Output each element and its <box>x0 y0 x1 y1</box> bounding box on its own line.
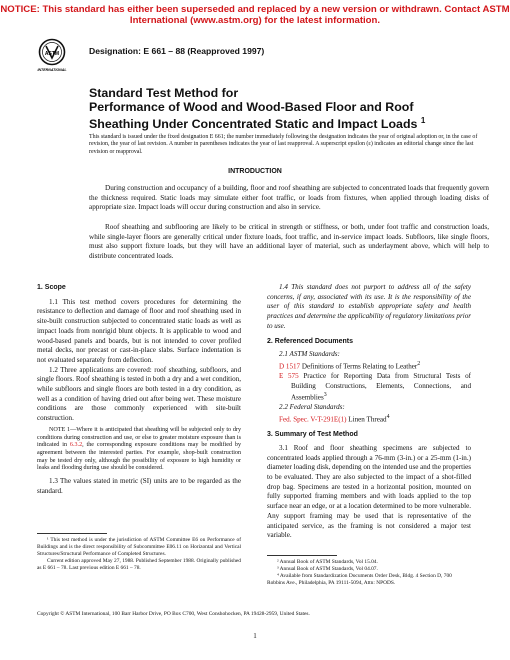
scope-1-1: 1.1 This test method covers procedures for determining the resistance to deflection and damage of floor and roof sheathing used in site-built construction subjected to concentrated static loads as well as impact loads from nonrigid blunt objects. It is applicable to wood and wood-based panels and boards, but is not intended to cover profiled metal decks, nor precast or cast-in-place slabs. Surface indentation is not evaluated separately from deflection. <box>37 297 241 364</box>
summary-heading: 3. Summary of Test Method <box>267 431 358 439</box>
title-line-2: Performance of Wood and Wood-Based Floor and Roof <box>89 100 414 114</box>
right-column <box>267 283 471 541</box>
e575-link[interactable]: E 575 <box>279 371 299 380</box>
designation: Designation: E 661 – 88 (Reapproved 1997) <box>89 46 265 56</box>
astm-standards-label: 2.1 ASTM Standards: <box>279 350 340 359</box>
fed-spec-link[interactable]: Fed. Spec. V-T-291E(1) <box>279 415 347 424</box>
scope-1-2: 1.2 Three applications are covered: roof sheathing, subfloors, and single floors. Roof sheathing is tested in both a dry and a wet condition, while subfloors and single floors are both tested in a dry condition, as well as a condition of having dried out after being wet. These moisture conditions are those commonly experienced with site-built construction. <box>37 365 241 423</box>
footnote-4: ⁴ Available from Standardization Documents Order Desk, Bldg. 4 Section D, 700 Robbins Ave., Philadelphia, PA 19111-5094, Attn: NPODS. <box>267 573 452 586</box>
ref-d1517: D 1517 Definitions of Terms Relating to Leather$^2$ <box>279 360 421 371</box>
scope-1-4: 1.4 This standard does not purport to address all of the safety concerns, if any, associated with its use. It is the responsibility of the user of this standard to establish appropriate safety and health practices and determine the applicability of regulatory limitations prior to use. <box>267 283 471 330</box>
footnote-3: ³ Annual Book of ASTM Standards, Vol 04.07. <box>277 566 378 572</box>
footnote-1: ¹ This test method is under the jurisdiction of ASTM Committee E6 on Performance of Buildings and is the direct responsibility of Subcommittee E06.11 on Horizontal and Vertical Structures/Structural Performance of Completed Structures. <box>37 537 241 557</box>
summary-3-1: 3.1 Roof and floor sheathing specimens are subjected to concentrated loads applied through a 76-mm (3-in.) or a 25-mm (1-in.) diameter loading disk, depending on the intended use and the properties to be evaluated. They are also subjected to the impact of a shot-filled drop bag. Specimens are tested in a horizontal position, mounted on fully supported framing members and with loads applied to the top surface near an edge, or at a location determined to be more vulnerable. Any support framing may be used that is representative of the anticipated service, as the framing is not considered a major test variable. <box>267 443 471 540</box>
svg-text:INTERNATIONAL: INTERNATIONAL <box>37 68 67 72</box>
ref-fed-spec: Fed. Spec. V-T-291E(1) Linen Thread$^4$ <box>279 414 390 424</box>
footnotes-left <box>37 537 241 572</box>
title-footnote-marker: 1 <box>420 116 426 125</box>
svg-text:ASTM: ASTM <box>44 51 60 57</box>
section-6-3-2-link[interactable]: 6.3.2 <box>69 442 83 449</box>
introduction-paragraph-2: Roof sheathing and subflooring are likely to be critical in strength or stiffness, or both, under foot traffic and construction loads, while single-layer floors are generally critical under fixture loads, foot traffic, and in-service impact loads. Subfloors, like single floors, must also support fixture loads, but they will have an additional layer of material, such as underlayment above, which will help to distribute concentrated loads. <box>89 223 489 261</box>
introduction-paragraph-1: During construction and occupancy of a building, floor and roof sheathing are subjected to concentrated loads that frequently govern the thickness required. Static loads may simulate either foot traffic, or loads from fixtures, when applied through loading disks of appropriate size. Impact loads will occur during construction and also in service. <box>89 184 489 212</box>
footnote-1-edition: Current edition approved May 27, 1988. Published September 1988. Originally published as E 661 – 78. Last previous edition E 661 – 78. <box>37 558 241 571</box>
document-title <box>89 86 489 131</box>
issue-note: This standard is issued under the fixed designation E 661; the number immediately following the designation indicates the year of original adoption or, in the case of revision, the year of last revision. A number in parentheses indicates the year of last reapproval. A superscript epsilon (ε) indicates an editorial change since the last revision or reapproval. <box>89 134 478 155</box>
referenced-documents-heading: 2. Referenced Documents <box>267 337 353 345</box>
title-line-1: Standard Test Method for <box>89 86 239 100</box>
title-line-3: Sheathing Under Concentrated Static and Impact Loads <box>89 117 418 132</box>
federal-standards-label: 2.2 Federal Standards: <box>279 403 345 412</box>
d1517-link[interactable]: D 1517 <box>279 362 301 371</box>
left-column <box>37 283 241 496</box>
footnotes-right <box>267 559 471 587</box>
astm-logo <box>37 38 67 74</box>
page-number: 1 <box>253 632 257 640</box>
scope-heading: 1. Scope <box>37 284 66 291</box>
introduction-heading: INTRODUCTION <box>228 168 282 175</box>
withdrawn-notice: NOTICE: This standard has either been superseded and replaced by a new version or withdrawn. Contact ASTM International (www.astm.org) for the latest information. <box>0 4 510 26</box>
copyright: Copyright © ASTM International, 100 Barr Harbor Drive, PO Box C700, West Conshohocken, PA 19428-2959, United States. <box>37 611 310 617</box>
footnote-2: ² Annual Book of ASTM Standards, Vol 15.04. <box>277 559 378 565</box>
scope-1-3: 1.3 The values stated in metric (SI) units are to be regarded as the standard. <box>37 477 241 495</box>
note-1: NOTE 1—Where it is anticipated that sheathing will be subjected only to dry conditions during construction and use, or else to greater moisture exposure than is indicated in 6.3.2, the corresponding exposure conditions may be modified by agreement between the interested parties. For example, shop-built construction may be tested dry only, although the possibility of exposure to high humidity or leaks and flooding during use should be considered. <box>37 426 242 472</box>
footnote-rule-left <box>37 533 107 534</box>
footnote-rule-right <box>267 555 337 556</box>
ref-e575: E 575 Practice for Reporting Data from Structural Tests of Building Constructions, Elements, Connections, and Assemblies$^3$ <box>279 371 471 402</box>
